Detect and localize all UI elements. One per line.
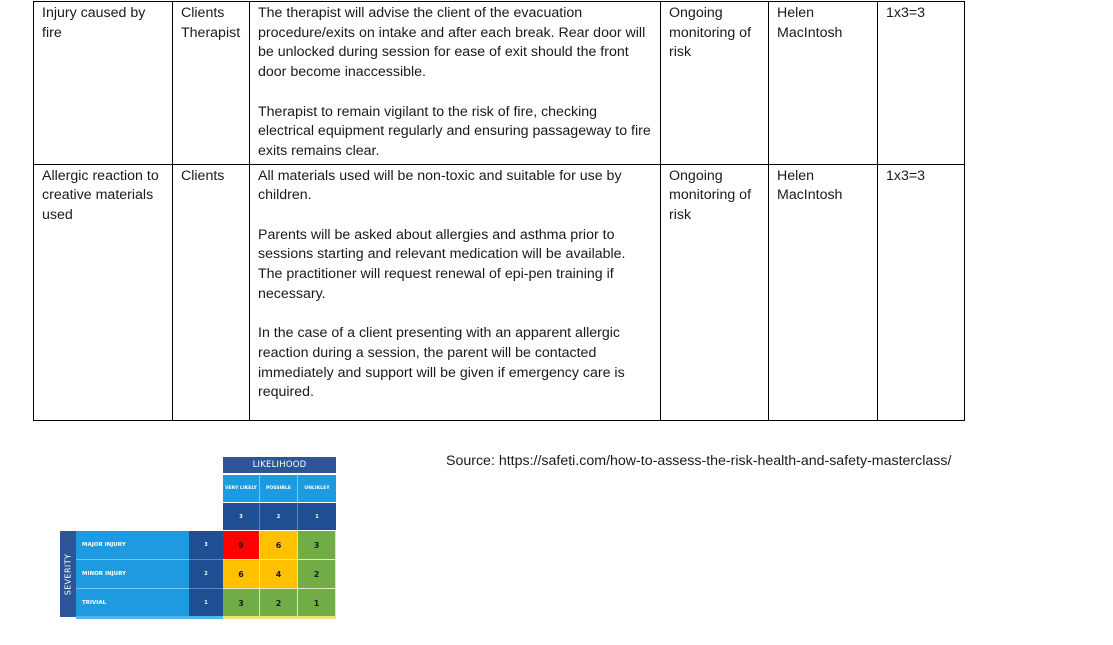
- source-citation: Source: https://safeti.com/how-to-assess-the-risk-health-and-safety-masterclass/: [446, 453, 952, 469]
- control-measure-paragraph: Parents will be asked about allergies and asthma prior to sessions starting and relevant medication will be available. The practitioner will request renewal of epi-pen training if necessary.: [258, 226, 626, 302]
- risk-score-cell: 3: [223, 589, 260, 618]
- likelihood-value: 3: [223, 503, 260, 530]
- likelihood-label: VERY LIKELY: [223, 475, 260, 502]
- control-measures-cell: [250, 2, 661, 165]
- likelihood-value: 2: [260, 503, 298, 530]
- control-measure-paragraph: Therapist to remain vigilant to the risk of fire, checking electrical equipment regularly and ensuring passageway to fire exits remains clear.: [258, 103, 651, 159]
- severity-label: MAJOR INJURY: [76, 531, 189, 560]
- hazard-text: Injury caused by fire: [42, 5, 146, 41]
- risk-score-cell: 3: [298, 531, 336, 560]
- risk-score-cell: 4: [260, 560, 298, 589]
- likelihood-value: 1: [298, 503, 336, 530]
- further-action-cell: [661, 164, 769, 420]
- severity-label: MINOR INJURY: [76, 560, 189, 589]
- responsible-person-text: Helen MacIntosh: [777, 167, 843, 204]
- who-at-risk-item: Therapist: [181, 24, 241, 41]
- who-at-risk-item: Clients: [181, 5, 225, 21]
- risk-assessment-table: [33, 1, 965, 421]
- further-action-text: Ongoing monitoring of risk: [669, 167, 752, 224]
- risk-rating-cell: [878, 164, 965, 420]
- risk-rating-text: 1x3=3: [886, 5, 926, 21]
- further-action-text: Ongoing monitoring of risk: [669, 5, 752, 61]
- responsible-person-cell: [769, 164, 878, 420]
- table-row: [34, 2, 965, 165]
- hazard-cell: [34, 164, 173, 420]
- severity-value: 1: [189, 589, 223, 618]
- hazard-text: Allergic reaction to creative materials used: [42, 167, 159, 224]
- who-at-risk-cell: [173, 164, 250, 420]
- severity-title: [60, 531, 76, 617]
- risk-score-cell: 2: [298, 560, 336, 589]
- matrix-bottom-edge: [76, 616, 223, 619]
- further-action-cell: [661, 2, 769, 165]
- hazard-cell: [34, 2, 173, 165]
- risk-matrix-image: [60, 457, 338, 620]
- risk-rating-cell: [878, 2, 965, 165]
- control-measure-paragraph: The therapist will advise the client of the evacuation procedure/exits on intake and after each break. Rear door will be unlocked during session for ease of exit should the front door become inaccessible.: [258, 5, 646, 81]
- control-measures-cell: [250, 164, 661, 420]
- risk-score-cell: 9: [223, 531, 260, 560]
- risk-rating-text: 1x3=3: [886, 167, 926, 184]
- likelihood-title: LIKELIHOOD: [223, 457, 336, 473]
- severity-value: 2: [189, 560, 223, 589]
- severity-title-text: SEVERITY: [63, 553, 73, 595]
- severity-value: 3: [189, 531, 223, 560]
- control-measure-paragraph: All materials used will be non-toxic and suitable for use by children.: [258, 167, 622, 204]
- matrix-bottom-edge: [223, 616, 336, 619]
- likelihood-label: UNLIKLEY: [298, 475, 336, 502]
- who-at-risk-item: Clients: [181, 167, 225, 184]
- risk-score-cell: 6: [223, 560, 260, 589]
- responsible-person-text: Helen MacIntosh: [777, 5, 843, 41]
- who-at-risk-cell: [173, 2, 250, 165]
- table-row: [34, 164, 965, 420]
- risk-score-cell: 1: [298, 589, 336, 618]
- responsible-person-cell: [769, 2, 878, 165]
- likelihood-label: POSSIBLE: [260, 475, 298, 502]
- risk-score-cell: 2: [260, 589, 298, 618]
- severity-label: TRIVIAL: [76, 589, 189, 618]
- control-measure-paragraph: In the case of a client presenting with an apparent allergic reaction during a session, the parent will be contacted immediately and support will be given if emergency care is required.: [258, 325, 625, 401]
- risk-score-cell: 6: [260, 531, 298, 560]
